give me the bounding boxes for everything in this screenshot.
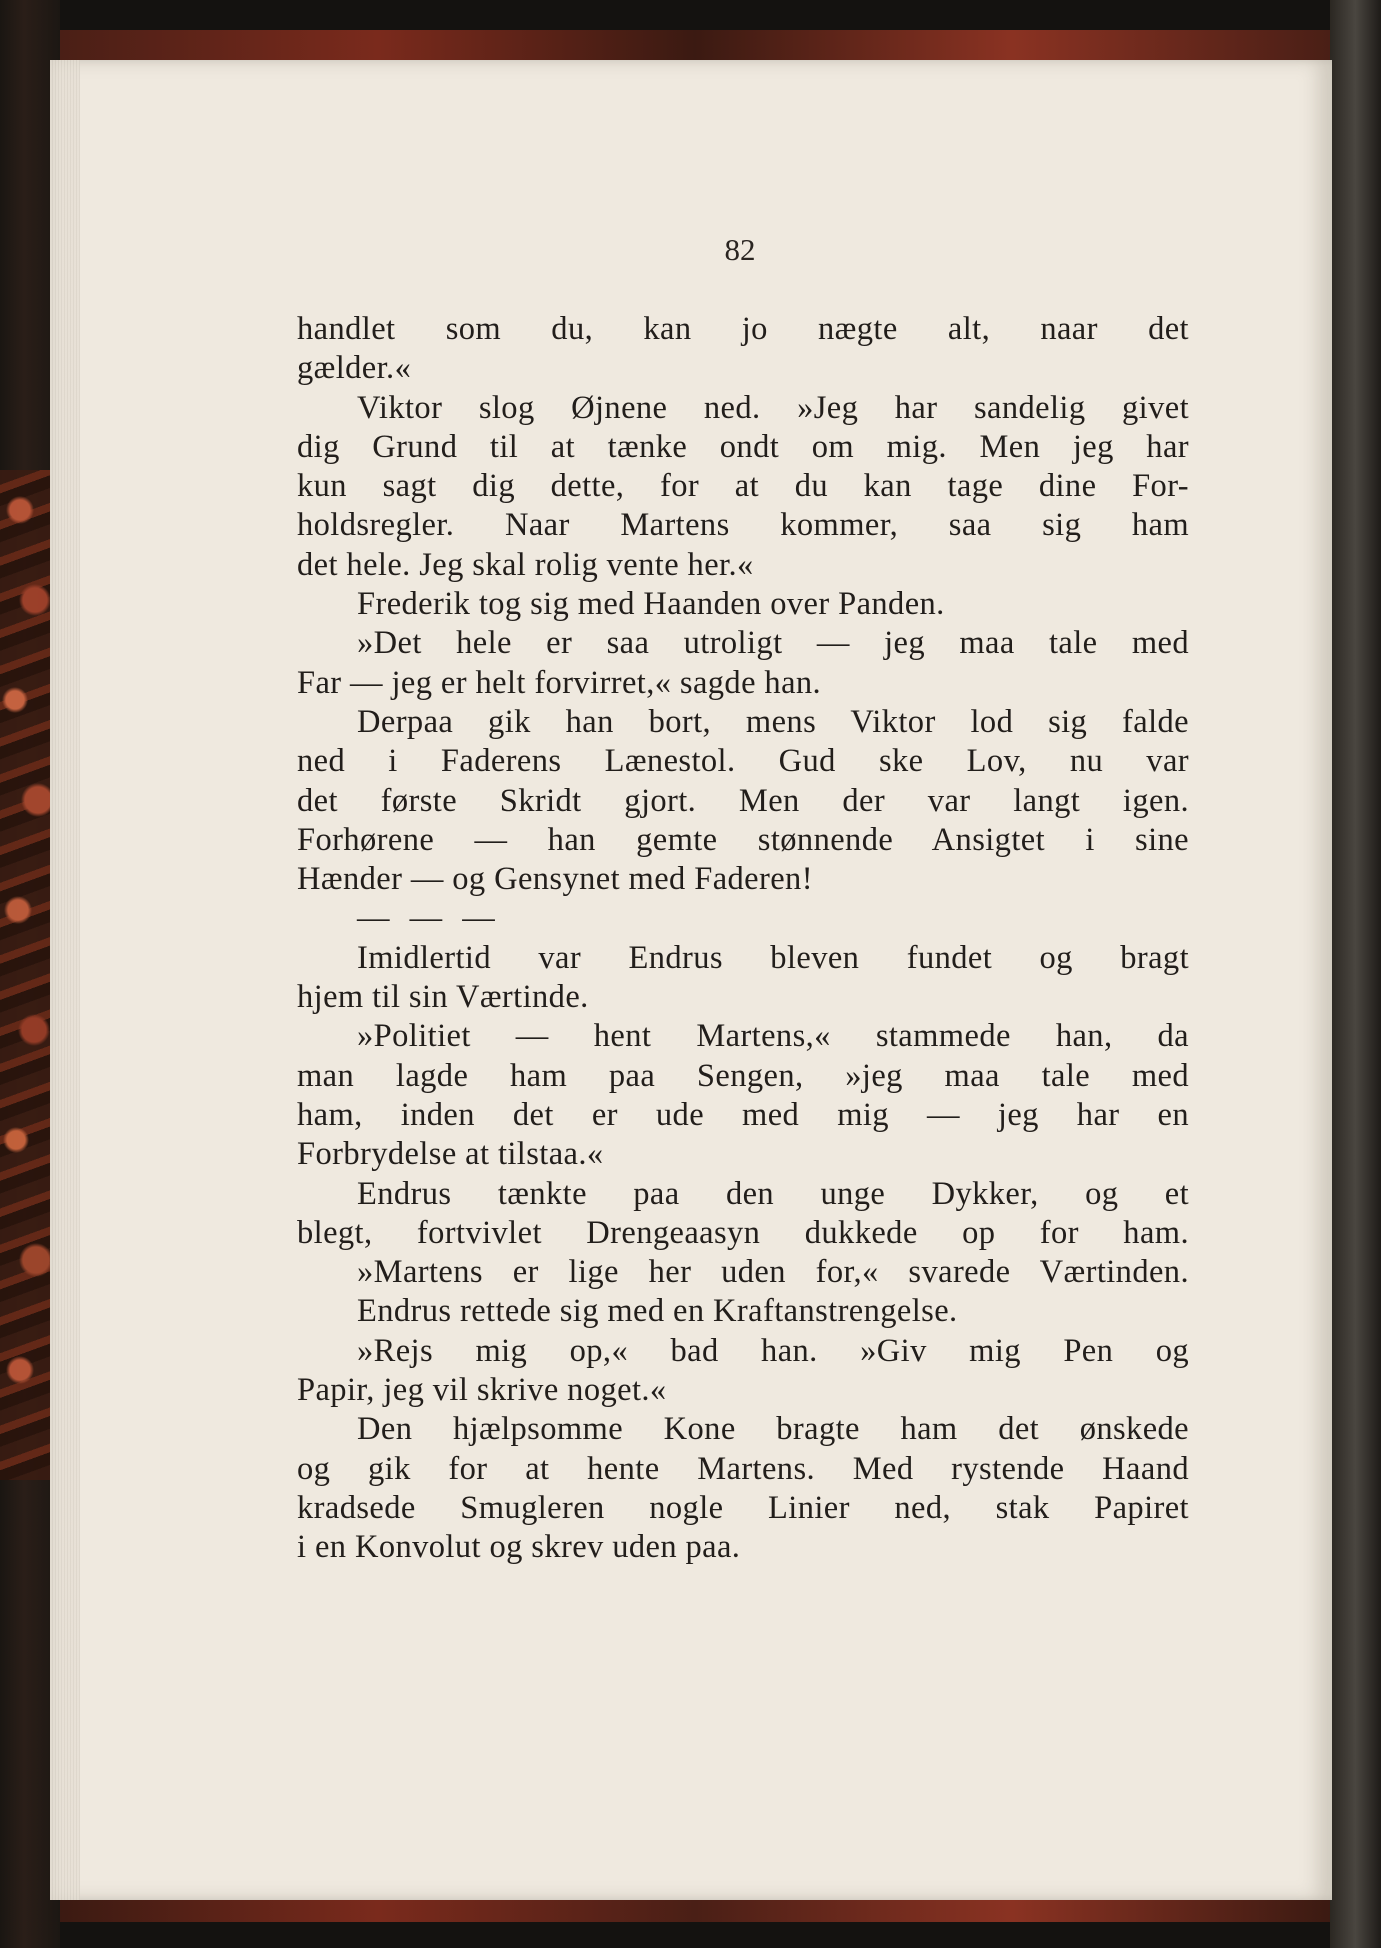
- text-line: dig Grund til at tænke ondt om mig. Men jeg har: [297, 428, 1189, 465]
- text-line: det hele. Jeg skal rolig vente her.«: [297, 546, 754, 583]
- text-line: »Det hele er saa utroligt — jeg maa tale med: [357, 625, 1189, 662]
- text-line: Frederik tog sig med Haanden over Panden.: [357, 586, 945, 623]
- text-line: Papir, jeg vil skrive noget.«: [297, 1372, 667, 1409]
- text-line: Derpaa gik han bort, mens Viktor lod sig falde: [357, 703, 1189, 740]
- text-line: Hænder — og Gensynet med Faderen!: [297, 861, 813, 898]
- text-line: det første Skridt gjort. Men der var langt igen.: [297, 782, 1189, 819]
- text-line: »Rejs mig op,« bad han. »Giv mig Pen og: [357, 1332, 1189, 1369]
- page-number: 82: [724, 232, 756, 267]
- page-stack-edge: [50, 60, 80, 1900]
- text-line: Endrus rettede sig med en Kraftanstrengelse.: [357, 1293, 958, 1330]
- body-text: [297, 310, 1189, 1568]
- text-line: »Politiet — hent Martens,« stammede han, da: [357, 1018, 1189, 1055]
- text-line: man lagde ham paa Sengen, »jeg maa tale med: [297, 1057, 1189, 1094]
- text-line: hjem til sin Værtinde.: [297, 979, 589, 1016]
- text-line: blegt, fortvivlet Drengeaasyn dukkede op for ham.: [297, 1214, 1189, 1251]
- text-line: i en Konvolut og skrev uden paa.: [297, 1529, 741, 1566]
- text-line: Far — jeg er helt forvirret,« sagde han.: [297, 664, 822, 701]
- text-line: »Martens er lige her uden for,« svarede Værtinden.: [357, 1254, 1189, 1291]
- text-line: ned i Faderens Lænestol. Gud ske Lov, nu var: [297, 743, 1189, 780]
- text-line: kun sagt dig dette, for at du kan tage dine For-: [297, 468, 1189, 505]
- section-separator: — — —: [357, 900, 501, 937]
- cover-top-edge: [60, 30, 1330, 64]
- text-line: Imidlertid var Endrus bleven fundet og bragt: [357, 939, 1189, 976]
- text-line: kradsede Smugleren nogle Linier ned, stak Papiret: [297, 1489, 1189, 1526]
- text-line: Forhørene — han gemte stønnende Ansigtet i sine: [297, 821, 1189, 858]
- marbled-endpaper: [0, 470, 55, 1480]
- text-line: Den hjælpsomme Kone bragte ham det ønskede: [357, 1411, 1189, 1448]
- book-gutter: [1330, 0, 1381, 1948]
- text-line: holdsregler. Naar Martens kommer, saa sig ham: [297, 507, 1189, 544]
- text-line: ham, inden det er ude med mig — jeg har en: [297, 1096, 1189, 1133]
- text-line: handlet som du, kan jo nægte alt, naar det: [297, 311, 1189, 347]
- text-line: Endrus tænkte paa den unge Dykker, og et: [357, 1175, 1189, 1212]
- text-line: Viktor slog Øjnene ned. »Jeg har sandelig givet: [357, 389, 1189, 426]
- text-line: og gik for at hente Martens. Med rystende Haand: [297, 1450, 1189, 1487]
- text-line: Forbrydelse at tilstaa.«: [297, 1136, 604, 1173]
- text-line: gælder.«: [297, 350, 412, 387]
